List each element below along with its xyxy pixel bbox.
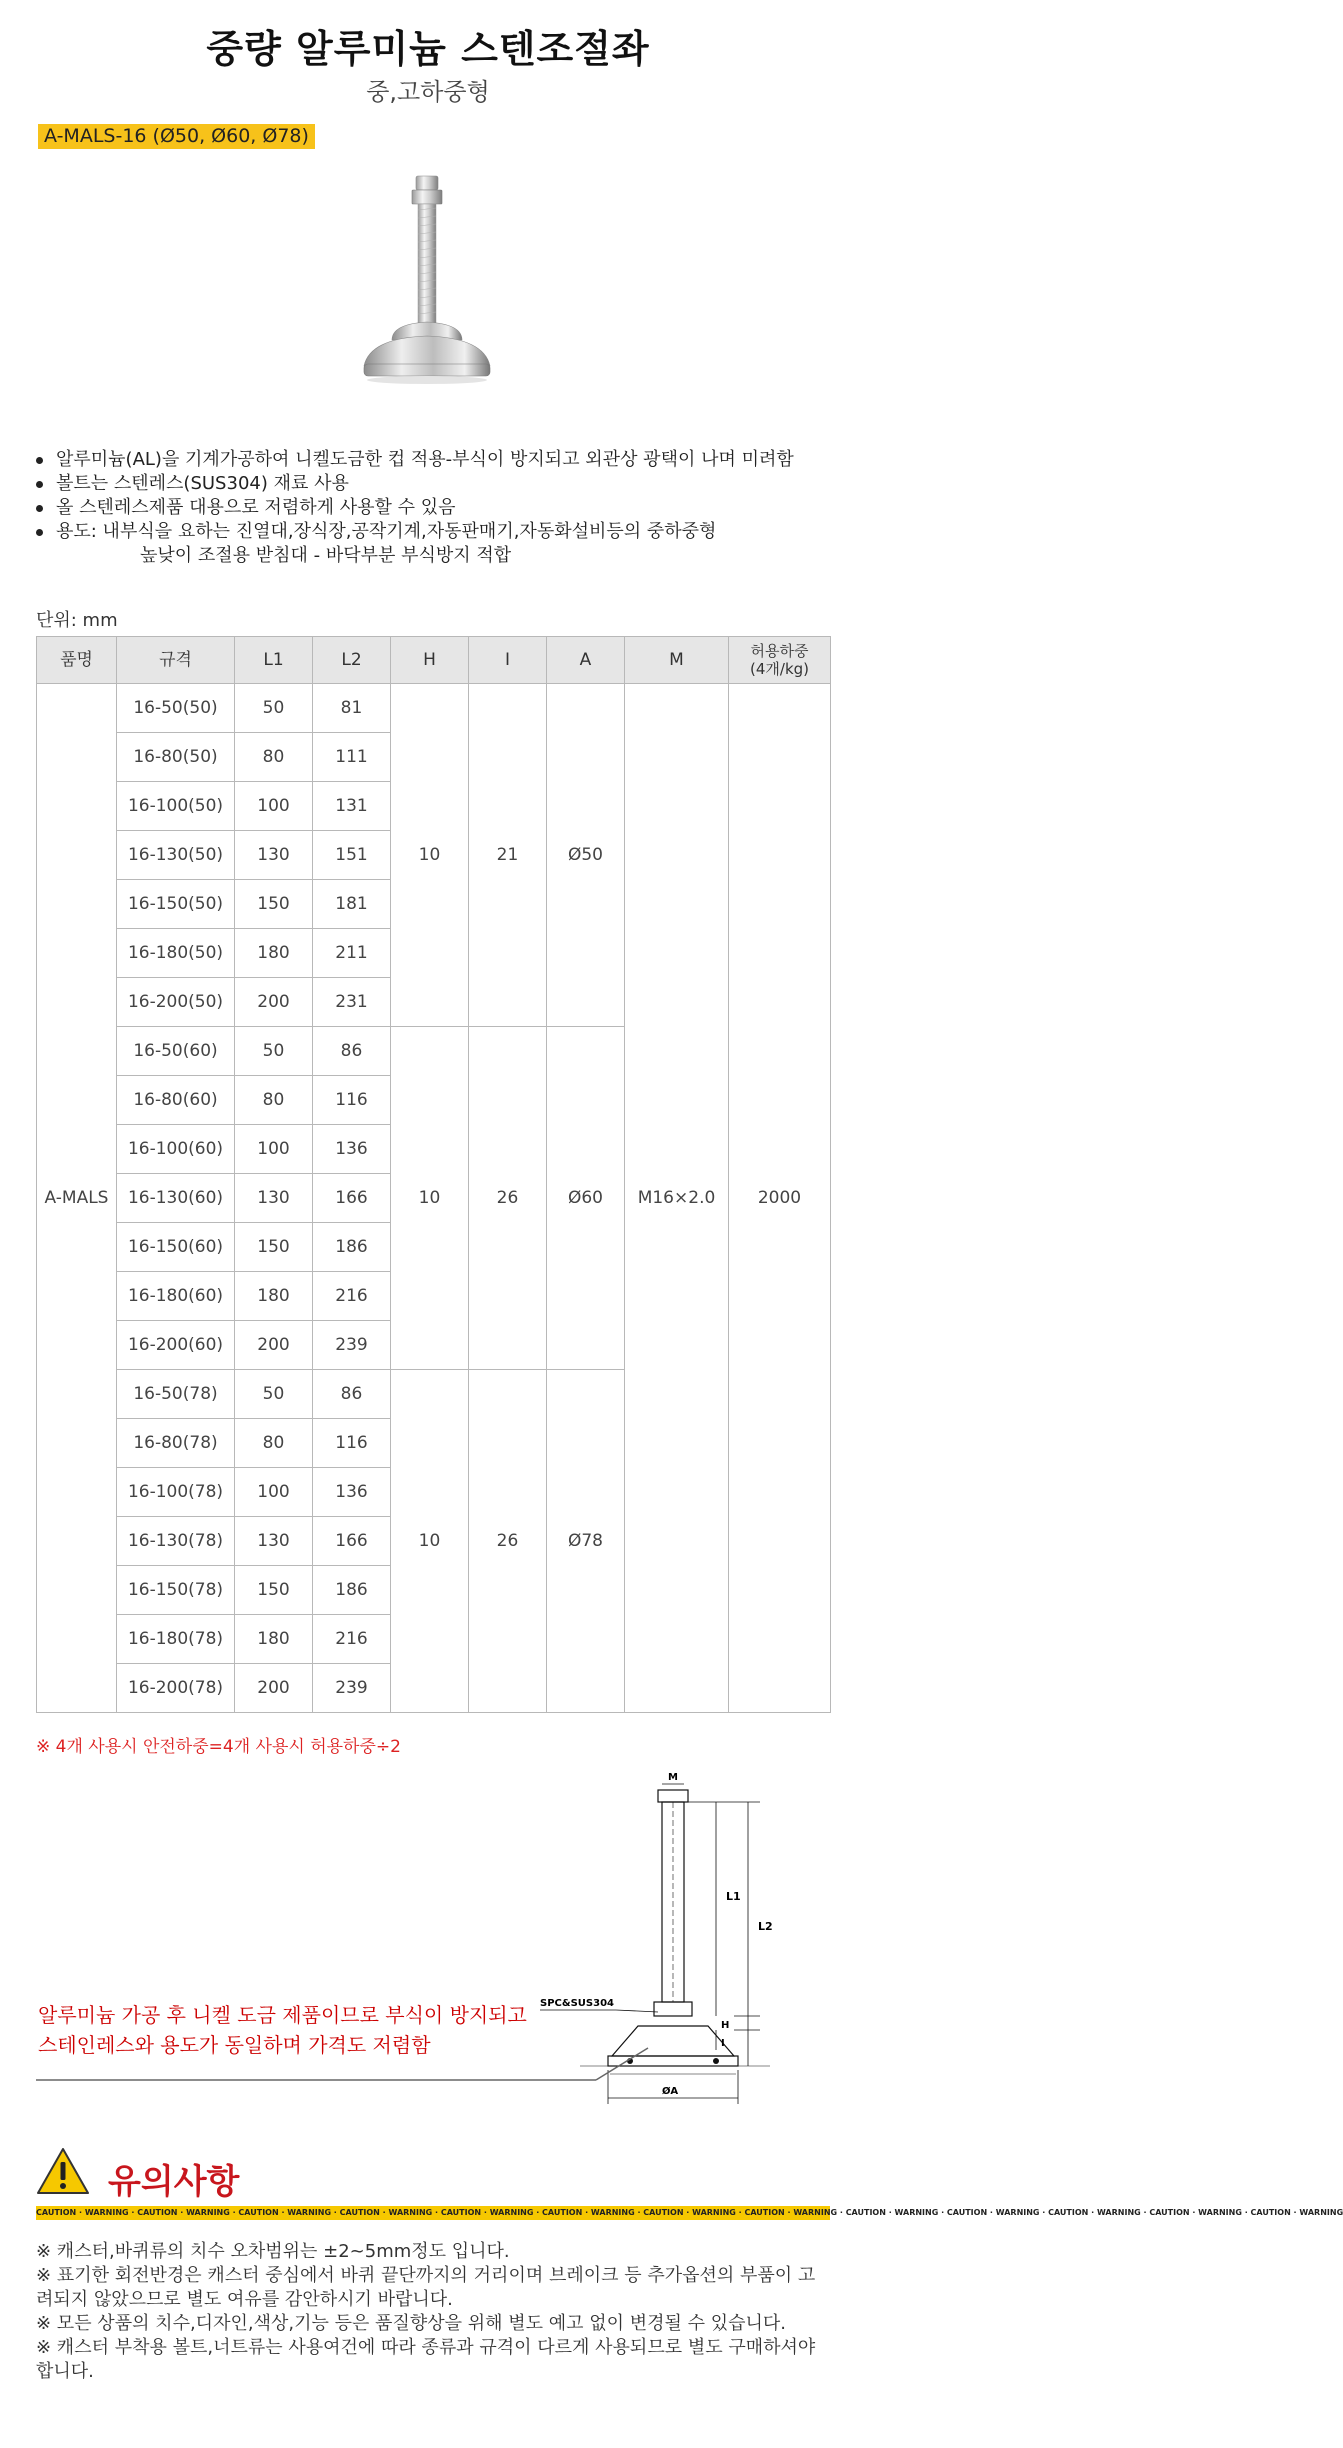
- cell-spec: 16-150(60): [117, 1223, 235, 1272]
- model-tag: A-MALS-16 (Ø50, Ø60, Ø78): [38, 124, 315, 149]
- header-h: H: [391, 637, 469, 684]
- cell-l2: 136: [313, 1468, 391, 1517]
- note-item: ※ 캐스터 부착용 볼트,너트류는 사용여건에 따라 종류과 규격이 다르게 사용되므로 별도 구매하셔야 합니다.: [36, 2337, 816, 2382]
- note-item: ※ 모든 상품의 치수,디자인,색상,기능 등은 품질향상을 위해 별도 예고 없이 변경될 수 있습니다.: [36, 2313, 786, 2334]
- page-subtitle: 중,고하중형: [366, 78, 490, 106]
- cell-spec: 16-80(78): [117, 1419, 235, 1468]
- spec-table: [36, 636, 831, 1713]
- table-header-row: [37, 637, 831, 684]
- cell-l1: 200: [235, 978, 313, 1027]
- cell-l2: 86: [313, 1370, 391, 1419]
- cell-spec: 16-130(78): [117, 1517, 235, 1566]
- cell-spec: 16-130(50): [117, 831, 235, 880]
- label-a: ØA: [662, 2086, 679, 2097]
- cell-l2: 116: [313, 1419, 391, 1468]
- cell-l1: 150: [235, 880, 313, 929]
- cell-spec: 16-150(50): [117, 880, 235, 929]
- label-m: M: [668, 1772, 678, 1783]
- note-item: ※ 캐스터,바퀴류의 치수 오차범위는 ±2~5mm정도 입니다.: [36, 2241, 510, 2262]
- note-item: ※ 표기한 회전반경은 캐스터 중심에서 바퀴 끝단까지의 거리이며 브레이크 등 추가옵션의 부품이 고려되지 않았으므로 별도 여유를 감안하시기 바랍니다.: [36, 2265, 816, 2310]
- cell-l1: 80: [235, 733, 313, 782]
- cell-spec: 16-200(50): [117, 978, 235, 1027]
- cell-i: 26: [469, 1027, 547, 1370]
- cell-l1: 150: [235, 1223, 313, 1272]
- cell-product-name: A-MALS: [37, 684, 117, 1713]
- feature-list: [36, 448, 794, 568]
- header-spec: 규격: [117, 637, 235, 684]
- bullet-icon: [36, 529, 43, 536]
- cell-spec: 16-200(78): [117, 1664, 235, 1713]
- cell-l2: 239: [313, 1321, 391, 1370]
- cell-l1: 50: [235, 1027, 313, 1076]
- header-i: I: [469, 637, 547, 684]
- cell-l1: 200: [235, 1664, 313, 1713]
- header-a: A: [547, 637, 625, 684]
- cell-spec: 16-180(50): [117, 929, 235, 978]
- cell-l1: 150: [235, 1566, 313, 1615]
- cell-h: 10: [391, 684, 469, 1027]
- product-image: [330, 170, 530, 410]
- cell-spec: 16-80(60): [117, 1076, 235, 1125]
- bullet-icon: [36, 505, 43, 512]
- label-material: SPC&SUS304: [540, 1998, 614, 2009]
- cell-l1: 180: [235, 1272, 313, 1321]
- cell-l2: 216: [313, 1272, 391, 1321]
- label-l1: L1: [726, 1890, 741, 1903]
- feature-text: 용도: 내부식을 요하는 진열대,장식장,공작기계,자동판매기,자동화설비등의 중하중형: [56, 521, 717, 542]
- cell-l2: 186: [313, 1566, 391, 1615]
- cell-l1: 100: [235, 1468, 313, 1517]
- cell-l2: 231: [313, 978, 391, 1027]
- unit-label: 단위: mm: [36, 610, 118, 631]
- cell-spec: 16-80(50): [117, 733, 235, 782]
- cell-l2: 131: [313, 782, 391, 831]
- bullet-icon: [36, 481, 43, 488]
- cell-l1: 130: [235, 1174, 313, 1223]
- header-product: 품명: [37, 637, 117, 684]
- feature-text: 볼트는 스텐레스(SUS304) 재료 사용: [56, 473, 349, 494]
- feature-text: 올 스텐레스제품 대용으로 저렴하게 사용할 수 있음: [56, 497, 456, 518]
- cell-l1: 130: [235, 831, 313, 880]
- cell-l1: 200: [235, 1321, 313, 1370]
- cell-spec: 16-200(60): [117, 1321, 235, 1370]
- label-h: H: [721, 2020, 730, 2031]
- header-l1: L1: [235, 637, 313, 684]
- cell-spec: 16-100(60): [117, 1125, 235, 1174]
- cell-l1: 130: [235, 1517, 313, 1566]
- page-title: 중량 알루미늄 스텐조절좌: [206, 27, 650, 71]
- cell-spec: 16-50(50): [117, 684, 235, 733]
- header-l2: L2: [313, 637, 391, 684]
- cell-l1: 80: [235, 1419, 313, 1468]
- bullet-icon: [36, 457, 43, 464]
- cell-load: 2000: [729, 684, 831, 1713]
- cell-a: Ø50: [547, 684, 625, 1027]
- cell-l2: 186: [313, 1223, 391, 1272]
- cell-i: 21: [469, 684, 547, 1027]
- header-m: M: [625, 637, 729, 684]
- cell-spec: 16-50(78): [117, 1370, 235, 1419]
- label-i: I: [721, 2038, 725, 2049]
- cell-h: 10: [391, 1027, 469, 1370]
- list-item-continuation: 높낮이 조절용 받침대 - 바닥부분 부식방지 적합: [140, 545, 512, 566]
- list-item: [36, 520, 794, 544]
- cell-l1: 50: [235, 1370, 313, 1419]
- red-caption-line: 스테인레스와 용도가 동일하며 가격도 저렴함: [38, 2033, 431, 2057]
- cell-l2: 181: [313, 880, 391, 929]
- cell-spec: 16-100(78): [117, 1468, 235, 1517]
- feature-text: 알루미늄(AL)을 기계가공하여 니켈도금한 컵 적용-부식이 방지되고 외관상 광택이 나며 미려함: [56, 449, 794, 470]
- cell-l1: 80: [235, 1076, 313, 1125]
- cell-h: 10: [391, 1370, 469, 1713]
- cell-l2: 111: [313, 733, 391, 782]
- label-l2: L2: [758, 1920, 773, 1933]
- cell-l2: 86: [313, 1027, 391, 1076]
- red-caption: [38, 2000, 527, 2060]
- cell-l2: 166: [313, 1174, 391, 1223]
- cell-l2: 211: [313, 929, 391, 978]
- cell-l1: 180: [235, 1615, 313, 1664]
- cell-l2: 166: [313, 1517, 391, 1566]
- list-item: [36, 496, 794, 520]
- list-item: [36, 472, 794, 496]
- caution-tape: CAUTION · WARNING · CAUTION · WARNING · CAUTION · WARNING · CAUTION · WARNING · CAUTION · WARNING · CAUTION · WARNING · CAUTION · WARNING · CAUTION · WARNING · CAUTION · WARNING · CAUTION · WARNING · CAUTION · WARNING · CAUTION · WARNING · CAUTION · WARNING: [36, 2206, 830, 2220]
- cell-a: Ø60: [547, 1027, 625, 1370]
- header-load: 허용하중 (4개/kg): [729, 637, 831, 684]
- cell-l2: 81: [313, 684, 391, 733]
- cell-l1: 180: [235, 929, 313, 978]
- cell-m: M16×2.0: [625, 684, 729, 1713]
- cell-spec: 16-180(60): [117, 1272, 235, 1321]
- cell-l2: 151: [313, 831, 391, 880]
- cell-i: 26: [469, 1370, 547, 1713]
- cell-l2: 116: [313, 1076, 391, 1125]
- cell-l2: 136: [313, 1125, 391, 1174]
- cell-spec: 16-150(78): [117, 1566, 235, 1615]
- cell-spec: 16-100(50): [117, 782, 235, 831]
- list-item: [36, 448, 794, 472]
- cell-spec: 16-180(78): [117, 1615, 235, 1664]
- caution-title: 유의사항: [108, 2162, 240, 2202]
- table-row: [37, 684, 831, 733]
- cell-l2: 216: [313, 1615, 391, 1664]
- cell-l1: 100: [235, 1125, 313, 1174]
- table-note: ※ 4개 사용시 안전하중=4개 사용시 허용하중÷2: [36, 1737, 401, 1757]
- cell-a: Ø78: [547, 1370, 625, 1713]
- cell-l2: 239: [313, 1664, 391, 1713]
- cell-l1: 100: [235, 782, 313, 831]
- warning-icon: [36, 2146, 90, 2196]
- notes-list: [36, 2240, 826, 2384]
- cell-spec: 16-130(60): [117, 1174, 235, 1223]
- cell-spec: 16-50(60): [117, 1027, 235, 1076]
- cell-l1: 50: [235, 684, 313, 733]
- red-caption-line: 알루미늄 가공 후 니켈 도금 제품이므로 부식이 방지되고: [38, 2003, 527, 2027]
